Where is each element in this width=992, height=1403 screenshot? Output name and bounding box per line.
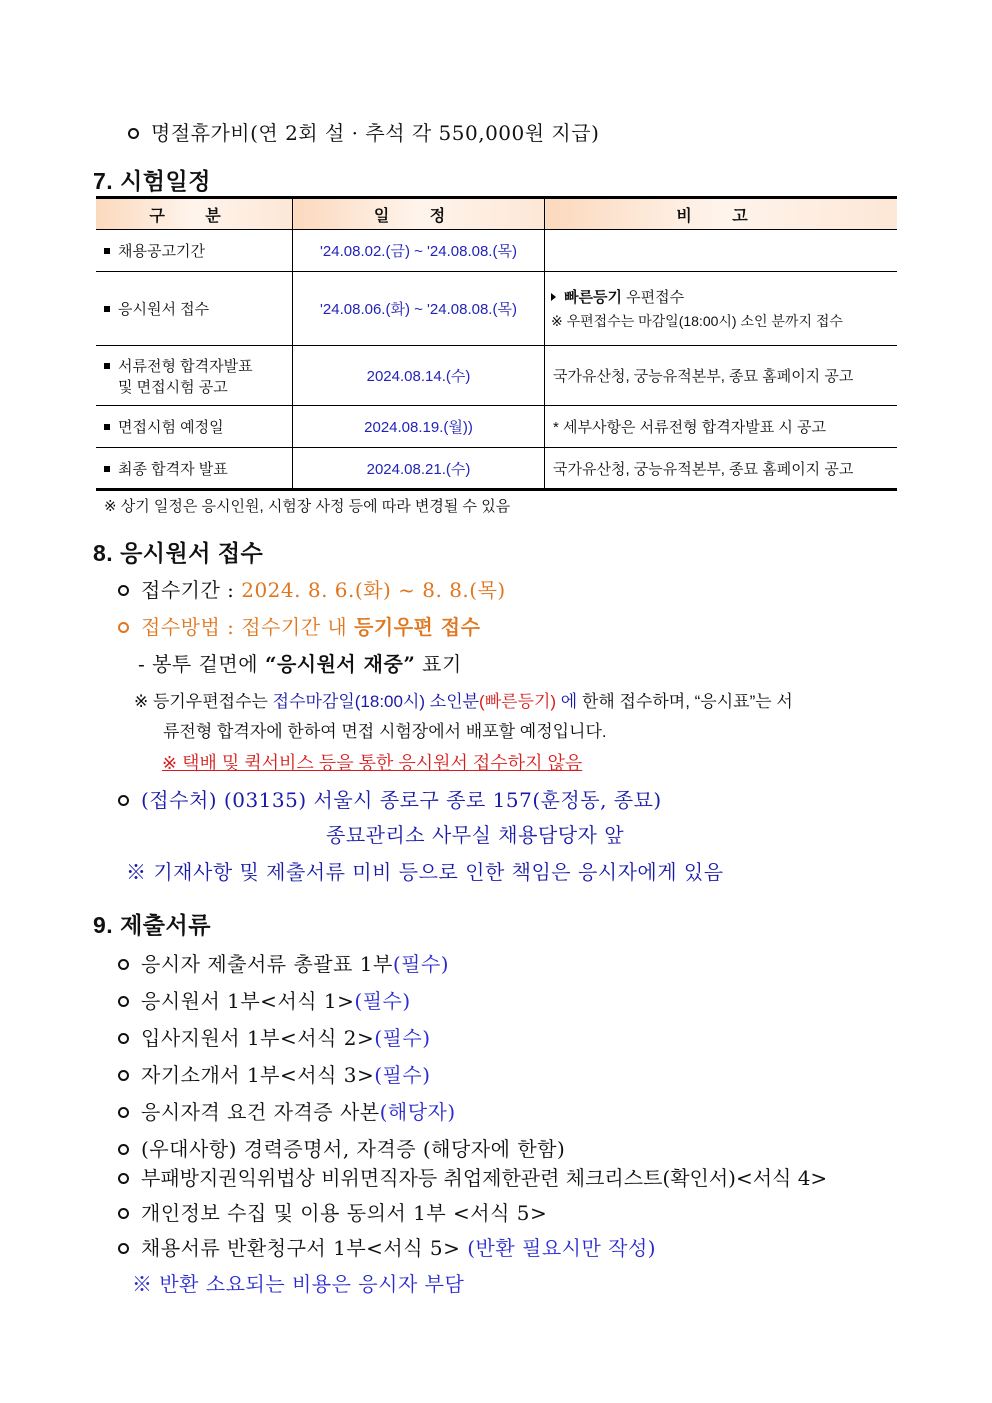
cell-schedule: 2024.08.21.(수) — [293, 448, 545, 490]
document-item — [118, 1232, 656, 1261]
method-label: 접수방법 : 접수기간 내 — [141, 615, 355, 639]
document-item — [118, 1022, 431, 1051]
category-text: 최종 합격자 발표 — [118, 460, 228, 478]
envelope-suffix: 표기 — [415, 652, 462, 676]
note-deadline: 접수마감일(18:00시) 소인분 — [272, 692, 480, 711]
period-value: 2024. 8. 6.(화) ~ 8. 8.(목) — [241, 578, 506, 602]
cell-note: 국가유산청, 궁능유적본부, 종묘 홈페이지 공고 — [545, 346, 898, 406]
cell-schedule: '24.08.02.(금) ~ '24.08.08.(목) — [293, 230, 545, 272]
section-9-heading: 9. 제출서류 — [93, 912, 211, 938]
cell-category — [96, 406, 293, 448]
item-text: 부패방지권익위법상 비위면직자등 취업제한관련 체크리스트(확인서)<서식 4> — [141, 1166, 828, 1190]
item-text: 채용서류 반환청구서 1부<서식 5> — [141, 1236, 468, 1260]
note-rest: 우편접수 — [621, 289, 685, 306]
table-row — [96, 406, 897, 448]
category-text: 면접시험 예정일 — [118, 419, 224, 436]
courier-warning: ※ 택배 및 퀵서비스 등을 통한 응시원서 접수하지 않음 — [162, 753, 583, 773]
table-row — [96, 448, 897, 490]
header-category: 구 분 — [96, 198, 293, 230]
category-text-line2: 및 면접시험 공고 — [118, 378, 228, 396]
square-bullet-icon — [104, 306, 110, 312]
document-item — [118, 1059, 431, 1088]
document-item — [118, 1162, 827, 1191]
schedule-footnote: ※ 상기 일정은 응시인원, 시험장 사정 등에 따라 변경될 수 있음 — [104, 498, 511, 515]
table-row — [96, 346, 897, 406]
circle-bullet-icon — [118, 1070, 129, 1081]
circle-bullet-icon — [118, 1173, 129, 1184]
circle-bullet-icon — [118, 996, 129, 1007]
square-bullet-icon — [104, 248, 110, 254]
category-text: 채용공고기간 — [118, 243, 205, 260]
item-tag: (반환 필요시만 작성) — [467, 1236, 657, 1260]
item-tag: (필수) — [374, 1063, 431, 1087]
responsibility-note: ※ 기재사항 및 제출서류 미비 등으로 인한 책임은 응시자에게 있음 — [126, 860, 724, 884]
item-tag: (필수) — [392, 952, 450, 976]
note-prefix: ※ 등기우편접수는 — [134, 692, 273, 711]
document-item — [118, 1096, 456, 1125]
cell-note — [545, 230, 898, 272]
circle-bullet-icon — [118, 795, 129, 806]
item-text: 명절휴가비(연 2회 설 · 추석 각 550,000원 지급) — [151, 121, 600, 145]
address-item — [118, 784, 662, 813]
circle-bullet-icon — [118, 622, 129, 633]
circle-bullet-icon — [118, 1107, 129, 1118]
section-8-heading: 8. 응시원서 접수 — [93, 540, 264, 566]
table-row — [96, 272, 897, 346]
envelope-instruction — [138, 648, 462, 677]
circle-bullet-icon — [118, 585, 129, 596]
item-tag: (필수) — [354, 989, 411, 1013]
circle-bullet-icon — [128, 128, 139, 139]
circle-bullet-icon — [118, 1033, 129, 1044]
list-item — [128, 117, 599, 146]
note-suffix: 한해 접수하며, “응시표”는 서 — [577, 692, 793, 711]
square-bullet-icon — [104, 424, 110, 430]
list-item-period — [118, 574, 506, 603]
note-express: (빠른등기) — [479, 692, 557, 711]
square-bullet-icon — [104, 466, 110, 472]
category-text: 응시원서 접수 — [118, 301, 210, 318]
header-schedule: 일 정 — [293, 198, 545, 230]
cell-schedule: 2024.08.14.(수) — [293, 346, 545, 406]
cell-schedule: '24.08.06.(화) ~ '24.08.08.(목) — [293, 272, 545, 346]
header-note: 비 고 — [545, 198, 898, 230]
address-line2: 종묘관리소 사무실 채용담당자 앞 — [326, 823, 625, 847]
item-text: 개인정보 수집 및 이용 동의서 1부 <서식 5> — [141, 1201, 548, 1225]
cell-note: 국가유산청, 궁능유적본부, 종묘 홈페이지 공고 — [545, 448, 898, 490]
list-item-method — [118, 611, 480, 640]
triangle-bullet-icon — [551, 293, 556, 301]
circle-bullet-icon — [118, 1243, 129, 1254]
square-bullet-icon — [104, 363, 110, 369]
item-text: 응시원서 1부<서식 1> — [141, 989, 355, 1013]
item-tag: (해당자) — [379, 1100, 456, 1124]
schedule-table — [96, 196, 897, 491]
return-cost-note: ※ 반환 소요되는 비용은 응시자 부담 — [132, 1272, 465, 1296]
envelope-bold: “응시원서 재중” — [264, 652, 416, 676]
note-at: 에 — [556, 692, 578, 711]
item-tag: (필수) — [374, 1026, 431, 1050]
note-bold: 빠른등기 — [564, 289, 622, 306]
cell-category — [96, 230, 293, 272]
circle-bullet-icon — [118, 1144, 129, 1155]
item-text: 입사지원서 1부<서식 2> — [141, 1026, 375, 1050]
envelope-prefix: - 봉투 겉면에 — [138, 652, 265, 676]
circle-bullet-icon — [118, 959, 129, 970]
category-text: 서류전형 합격자발표 — [118, 357, 253, 375]
period-label: 접수기간 : — [141, 578, 242, 602]
item-text: 자기소개서 1부<서식 3> — [141, 1063, 375, 1087]
document-item — [118, 1197, 547, 1226]
cell-note: * 세부사항은 서류전형 합격자발표 시 공고 — [545, 406, 898, 448]
item-text: 응시자격 요건 자격증 사본 — [141, 1100, 380, 1124]
cell-category — [96, 272, 293, 346]
section-7-heading: 7. 시험일정 — [93, 168, 211, 194]
item-text: 응시자 제출서류 총괄표 1부 — [141, 952, 393, 976]
cell-note — [545, 272, 898, 346]
item-text: (우대사항) 경력증명서, 자격증 (해당자에 한함) — [141, 1137, 566, 1161]
document-item — [118, 948, 449, 977]
document-item — [118, 1133, 565, 1162]
document-item — [118, 985, 411, 1014]
note-line2: ※ 우편접수는 마감일(18:00시) 소인 분까지 접수 — [551, 313, 843, 329]
cell-category — [96, 448, 293, 490]
method-value: 등기우편 접수 — [354, 615, 481, 639]
table-row — [96, 230, 897, 272]
registered-mail-note — [134, 687, 793, 712]
table-header-row — [96, 198, 897, 230]
cell-schedule: 2024.08.19.(월)) — [293, 406, 545, 448]
circle-bullet-icon — [118, 1208, 129, 1219]
registered-mail-note-line2: 류전형 합격자에 한하여 면접 시험장에서 배포할 예정입니다. — [163, 722, 607, 741]
address-line1: (접수처) (03135) 서울시 종로구 종로 157(훈정동, 종묘) — [141, 788, 662, 812]
cell-category — [96, 346, 293, 406]
